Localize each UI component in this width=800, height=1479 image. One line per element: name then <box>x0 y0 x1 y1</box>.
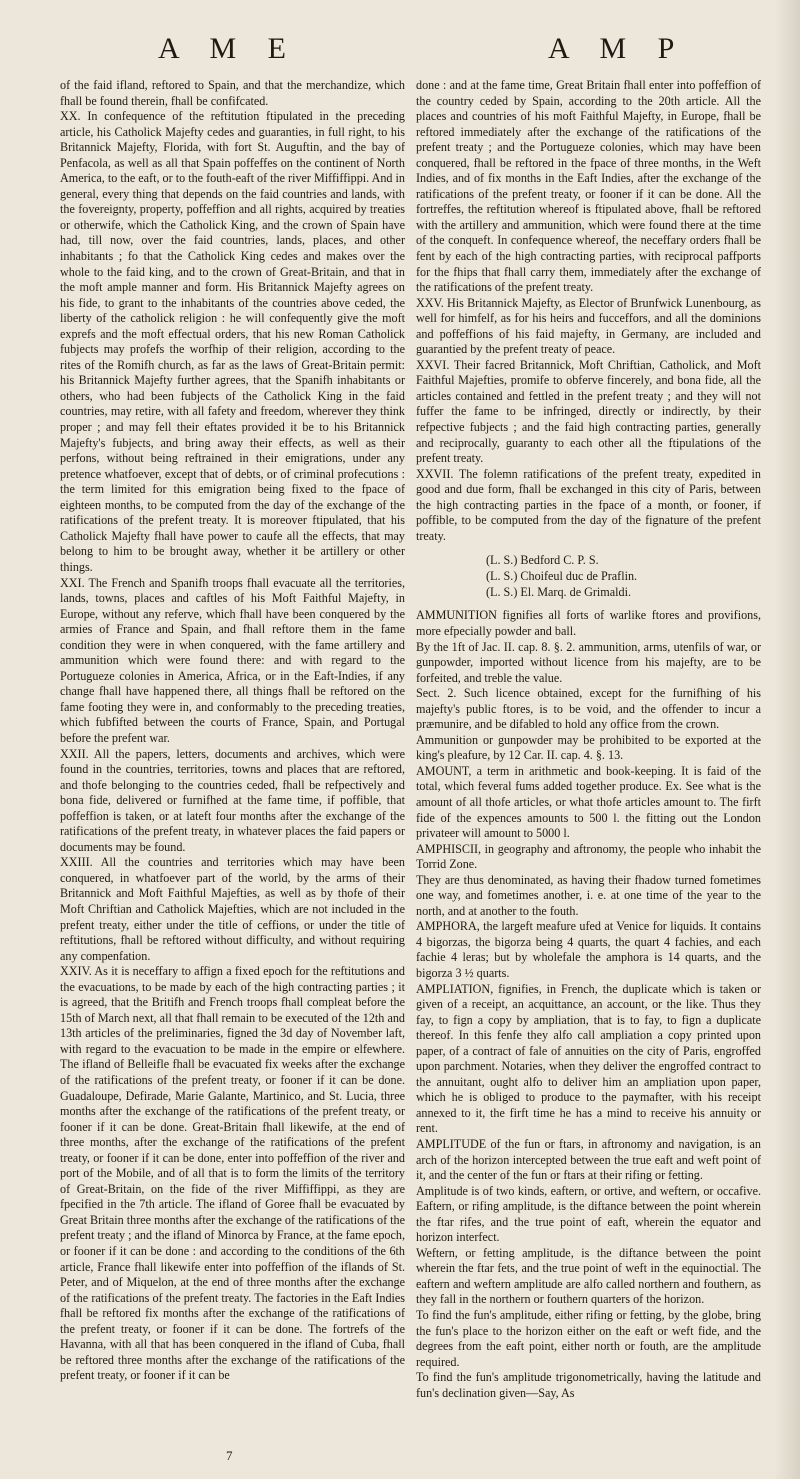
paragraph: Amplitude is of two kinds, eaftern, or ortive, and weftern, or occafive. Eaftern, or rifing amplitude, is the diftance between the point wherein the ftar rifes, and the true point of eaft, wherein the equator and horizon interfect. <box>416 1183 761 1245</box>
page-edge-shadow <box>774 0 800 1479</box>
left-column <box>60 78 405 1463</box>
paragraph: XXI. The French and Spanifh troops fhall evacuate all the territories, lands, towns, places and caftles of his Moft Faithful Majefty, in Europe, without any referve, which fhall have been conquered by the armies of France and Spain, and fhall reftore them in the fame condition they were in when conquered, with the fame artillery and ammunition which were found there: and with regard to the Portugueze colonies in America, Africa, or in the Eaft-Indies, if any change fhall have happened there, all things fhall be reftored on the fame footing they were in, and conformably to the preceding treaties, which fubfifted between the courts of France, Spain, and Portugal before the prefent war. <box>60 575 405 745</box>
paragraph: XXII. All the papers, letters, documents and archives, which were found in the countries, territories, towns and places that are reftored, and thofe belonging to the countries ceded, fhall be refpectively and bona fide, delivered or furnifhed at the fame time, if poffible, that poffeffion is taken, or at lateft four months after the exchange of the ratifications of the prefent treaty, in whatever places the faid papers or documents may be found. <box>60 746 405 854</box>
entry-amphora: AMPHORA, the largeft meafure ufed at Venice for liquids. It contains 4 bigorzas, the bigorza being 4 quarts, the quart 4 fachies, and each fachie 4 leras; but by wholefale the amphora is 14 quarts, and the bigorza 3 ½ quarts. <box>416 919 761 980</box>
paragraph: Sect. 2. Such licence obtained, except for the furnifhing of his majefty's public ftores, is to be void, and the offender to incur a præmunire, and be difabled to hold any office from the crown. <box>416 686 761 732</box>
signature-line: (L. S.) El. Marq. de Grimaldi. <box>486 585 631 600</box>
entry-amount: AMOUNT, a term in arithmetic and book-keeping. It is faid of the total, which feveral fums added together produce. Ex. See what is the amount of all thofe articles, or what thofe articles amount to. The firft fide of the expences amounts to 500 l. the fitting out the London privateer will amount to 5000 l. <box>416 763 761 841</box>
paragraph: done : and at the fame time, Great Britain fhall enter into poffeffion of the country ceded by Spain, according to the 20th article. All the places and countries of his moft Faithful Majefty, in Europe, fhall be reftored immediately after the exchange of the ratifications of the prefent treaty ; and the Portugueze colonies, which may have been conquered, fhall be reftored in the fpace of three months, in the Weft Indies, and of fix months in the Eaft Indies, after the exchange of the ratifications of the prefent treaty, or fooner if it can be done. All the fortreffes, the reftitution whereof is ftipulated above, fhall be reftored with the artillery and ammunition, which were found there at the time of the conqueft. In confequence whereof, the neceffary orders fhall be fent by each of the high contracting parties, with reciprocal paffports for the fhips that fhall carry them, immediately after the exchange of the ratifications of the prefent treaty. <box>416 78 761 295</box>
paragraph: XXVI. Their facred Britannick, Moft Chriftian, Catholick, and Moft Faithful Majefties, promife to obferve fincerely, and bona fide, all the articles contained and fettled in the prefent treaty ; and they will not fuffer the fame to be infringed, directly or indirectly, by their refpective fubjects ; and the faid high contracting parties, generally and reciprocally, guaranty to each other all the ftipulations of the prefent treaty. <box>416 357 761 466</box>
paragraph: XXV. His Britannick Majefty, as Elector of Brunfwick Lunenbourg, as well for himfelf, as for his heirs and fucceffors, and all the dominions and poffeffions of his faid majefty, in Germany, are included and guarantied by the prefent treaty of peace. <box>416 295 761 357</box>
entry-ampliation: AMPLIATION, fignifies, in French, the duplicate which is taken or given of a receipt, an acquittance, an account, or the like. Thus they fay, to fign a copy by ampliation, that is to fay, to fign a duplicate thereof. In this fenfe they alfo call ampliation a copy printed upon paper, of a contract of fale of annuities on the city of Paris, engroffed upon parchment. Notaries, when they deliver the engroffed contract to the annuitant, ought alfo to deliver him an ampliation upon paper, which he is obliged to produce to the paymafter, with his receipt annexed to it, the firft time he has a mind to receive his annuity or rent. <box>416 981 761 1136</box>
paragraph: XXIII. All the countries and territories which may have been conquered, in whatfoever part of the world, by the arms of their Britannick and Moft Faithful Majefties, as well as by thofe of their Moft Chriftian and Catholick Majefties, which are not included in the prefent treaty, either under the title of ceffions, or under the title of reftitutions, fhall be reftored without difficulty, and without requiring any compenfation. <box>60 855 405 963</box>
paragraph: To find the fun's amplitude, either rifing or fetting, by the globe, bring the fun's place to the horizon either on the eaft or weft fide, and the degrees from the eaft point, either north or fouth, are the amplitude required. <box>416 1308 761 1369</box>
signature-line: (L. S.) Bedford C. P. S. <box>486 553 599 568</box>
paragraph: XX. In confequence of the reftitution ftipulated in the preceding article, his Catholick Majefty cedes and guaranties, in full right, to his Britannick Majefty, Florida, with fort St. Auguftin, and the bay of Penfacola, as well as all that Spain poffeffes on the continent of North America, to the eaft, or to the fouth-eaft of the river Miffiffippi. And in general, every thing that depends on the faid countries and lands, with the fovereignty, property, poffeffion and all rights, acquired by treaties or otherwife, which the Catholick King, and the crown of Spain have had, till now, over the faid countries, lands, places, and other inhabitants ; fo that the Catholick King cedes and makes over the whole to the faid king, and to the crown of Great-Britain, and that in the moft ample manner and form. His Britannick Majefty agrees on his fide, to grant to the inhabitants of the countries above ceded, the liberty of the catholick religion : he will confequently give the moft exprefs and the moft effectual orders, that his new Roman Catholick fubjects may profefs the worfhip of their religion, according to the rites of the Romifh church, as far as the laws of Great-Britain permit: his Britannick Majefty further agrees, that the Spanifh inhabitants or others, who had been fubjects of the Catholick King in the faid countries, may retire, with all fafety and freedom, wherever they think proper ; and may fell their eftates provided it be to his Britannick Majefty's fubjects, and bring away their effects, as well as their perfons, without being reftrained in their emigrations, under any pretence whatfoever, except that of debts, or of criminal profecutions : the term limited for this emigration being fixed to the fpace of eighteen months, to be computed from the day of the exchange of the ratifications of the prefent treaty. It is moreover ftipulated, that his Catholick Majefty fhall have power to caufe all the effects, that may belong to him to be brought away, whether it be artillery or other things. <box>60 109 405 574</box>
paragraph: of the faid ifland, reftored to Spain, and that the merchandize, which fhall be found therein, fhall be confifcated. <box>60 78 405 108</box>
paragraph: To find the fun's amplitude trigonometrically, having the latitude and fun's declination given—Say, As <box>416 1370 761 1400</box>
right-column <box>416 78 761 1463</box>
paragraph: XXVII. The folemn ratifications of the prefent treaty, expedited in good and due form, fhall be exchanged in this city of Paris, between the high contracting parties in the fpace of a month, or fooner, if poffible, to be computed from the day of the fignature of the prefent treaty. <box>416 466 761 543</box>
running-header <box>0 22 800 72</box>
header-left: A M E <box>158 32 299 65</box>
paragraph: They are thus denominated, as having their fhadow turned fometimes one way, and fometimes another, i. e. at one time of the year to the north, and at another to the fouth. <box>416 872 761 918</box>
header-right: A M P <box>548 32 687 65</box>
paragraph: By the 1ft of Jac. II. cap. 8. §. 2. ammunition, arms, utenfils of war, or gunpowder, imported without licence from his majefty, are to be forfeited, and treble the value. <box>416 639 761 685</box>
page-number: 7 <box>226 1448 233 1463</box>
entry-ammunition: AMMUNITION fignifies all forts of warlike ftores and provifions, more efpecially powder and ball. <box>416 608 761 638</box>
signature-block <box>486 552 761 600</box>
entry-amphiscii: AMPHISCII, in geography and aftronomy, the people who inhabit the Torrid Zone. <box>416 841 761 872</box>
paragraph: XXIV. As it is neceffary to affign a fixed epoch for the reftitutions and the evacuations, to be made by each of the high contracting parties ; it is agreed, that the Britifh and French troops fhall compleat before the 15th of March next, all that fhall remain to be executed of the 12th and 13th articles of the preliminaries, figned the 3d day of November laft, with regard to the evacuation to be made in the empire or elfewhere. The ifland of Belleifle fhall be evacuated fix weeks after the exchange of the ratifications of the prefent treaty, or fooner if it can be done. Guadaloupe, Defirade, Marie Galante, Martinico, and St. Lucia, three months after the exchange of the ratifications of the prefent treaty, or fooner if it can be done. Great-Britain fhall likewife, at the end of three months, after the exchange of the ratifications of the prefent treaty, or fooner if it can be done, enter into poffeffion of the river and port of the Mobile, and of all that is to form the limits of the territory of Great-Britain, on the fide of the river Miffiffippi, as they are fpecified in the 7th article. The ifland of Goree fhall be evacuated by Great Britain three months after the exchange of the ratifications of the prefent treaty ; and the ifland of Minorca by France, at the fame epoch, or fooner if it can be done : and according to the conditions of the 6th article, France fhall likewife enter into poffeffion of the iflands of St. Peter, and of Miquelon, at the end of three months after the exchange of the ratifications of the prefent treaty. The factories in the Eaft Indies fhall be reftored fix months after the exchange of the ratifications of the prefent treaty, or fooner if it can be done. The fortrefs of the Havanna, with all that has been conquered in the ifland of Cuba, fhall be reftored three months after the exchange of the ratifications of the prefent treaty, or fooner if it can be <box>60 964 405 1383</box>
entry-amplitude: AMPLITUDE of the fun or ftars, in aftronomy and navigation, is an arch of the horizon intercepted between the true eaft and weft point of it, and the center of the fun or ftars at their rifing or fetting. <box>416 1137 761 1183</box>
paragraph: Ammunition or gunpowder may be prohibited to be exported at the king's pleafure, by 12 Car. II. cap. 4. §. 13. <box>416 732 761 763</box>
signature-line: (L. S.) Choifeul duc de Praflin. <box>486 569 638 584</box>
paragraph: Weftern, or fetting amplitude, is the diftance between the point wherein the ftar fets, and the true point of weft in the equinoctial. The eaftern and weftern amplitude are alfo called northern and fouthern, as they fall in the northern or fouthern quarters of the horizon. <box>416 1245 761 1307</box>
